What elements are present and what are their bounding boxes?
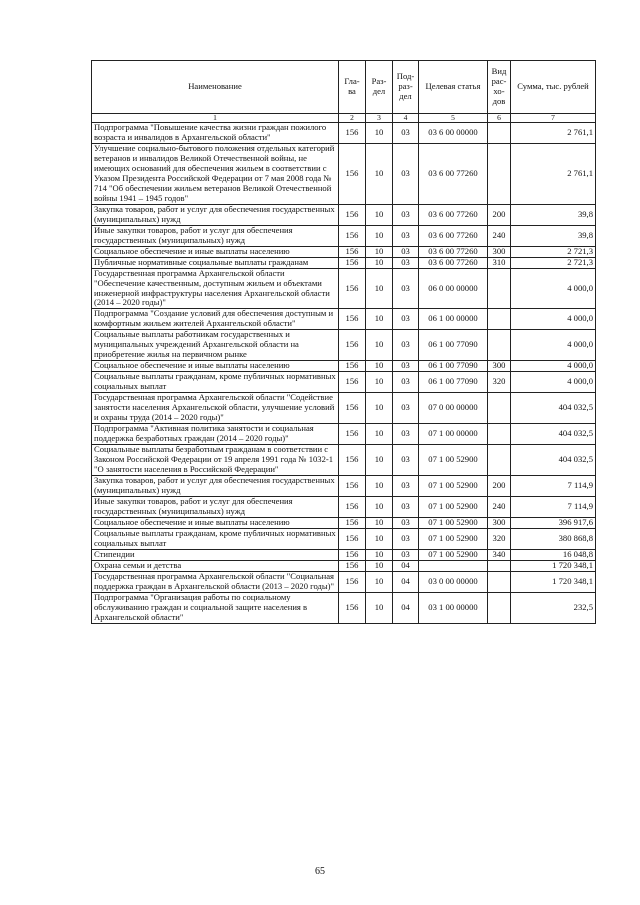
cell-target: 07 1 00 52900 (419, 549, 488, 560)
cell-razdel: 10 (366, 445, 393, 476)
cell-target: 07 1 00 52900 (419, 475, 488, 496)
cell-glava: 156 (339, 372, 366, 393)
cell-razdel: 10 (366, 143, 393, 204)
cell-sum: 16 048,8 (511, 549, 596, 560)
column-number: 3 (366, 114, 393, 123)
header-sum: Сумма, тыс. рублей (511, 61, 596, 114)
table-row (92, 528, 596, 549)
cell-vid (488, 330, 511, 361)
cell-vid (488, 592, 511, 623)
cell-podrazdel: 03 (393, 424, 419, 445)
cell-target: 03 6 00 00000 (419, 123, 488, 144)
cell-sum: 39,8 (511, 225, 596, 246)
cell-podrazdel: 03 (393, 309, 419, 330)
cell-name: Закупка товаров, работ и услуг для обеспечения государственных (муниципальных) нужд (92, 204, 339, 225)
cell-name: Социальные выплаты безработным гражданам в соответствии с Законом Российской Федерации от 19 апреля 1991 года № 1032-1 "О занятости населения в Российской Федерации" (92, 445, 339, 476)
cell-razdel: 10 (366, 475, 393, 496)
table-row (92, 257, 596, 268)
cell-name: Социальное обеспечение и иные выплаты населению (92, 361, 339, 372)
cell-sum: 232,5 (511, 592, 596, 623)
cell-vid (488, 143, 511, 204)
cell-target: 03 6 00 77260 (419, 143, 488, 204)
cell-glava: 156 (339, 528, 366, 549)
cell-vid: 320 (488, 528, 511, 549)
cell-sum: 396 917,6 (511, 517, 596, 528)
header-razdel: Раз-дел (366, 61, 393, 114)
cell-vid: 200 (488, 204, 511, 225)
header-name: Наименование (92, 61, 339, 114)
cell-sum: 7 114,9 (511, 496, 596, 517)
table-row (92, 330, 596, 361)
cell-name: Охрана семьи и детства (92, 560, 339, 571)
table-row (92, 361, 596, 372)
table-row (92, 560, 596, 571)
cell-razdel: 10 (366, 246, 393, 257)
column-number: 2 (339, 114, 366, 123)
cell-vid: 340 (488, 549, 511, 560)
cell-razdel: 10 (366, 257, 393, 268)
cell-vid (488, 123, 511, 144)
table-row (92, 246, 596, 257)
table-row (92, 592, 596, 623)
page-number: 65 (315, 866, 325, 877)
cell-name: Государственная программа Архангельской области "Содействие занятости населения Архангельской области, улучшение условий и охраны труда (2014 – 2020 годы)" (92, 393, 339, 424)
cell-name: Улучшение социально-бытового положения отдельных категорий ветеранов и инвалидов Великой Отечественной войны, не имеющих оснований для обеспечения жильем в соответствии с Указом Президента Российской Федерации от 7 мая 2008 года № 714 "Об обеспечении жильем ветеранов Великой Отечественной войны 1941 – 1945 годов" (92, 143, 339, 204)
table-row (92, 549, 596, 560)
cell-name: Социальные выплаты работникам государственных и муниципальных учреждений Архангельской области на приобретение жилья на первичном рынке (92, 330, 339, 361)
cell-podrazdel: 03 (393, 372, 419, 393)
cell-podrazdel: 03 (393, 393, 419, 424)
column-number: 1 (92, 114, 339, 123)
cell-target: 03 6 00 77260 (419, 246, 488, 257)
cell-razdel: 10 (366, 123, 393, 144)
cell-razdel: 10 (366, 361, 393, 372)
cell-target: 07 1 00 52900 (419, 496, 488, 517)
cell-sum: 404 032,5 (511, 393, 596, 424)
cell-target: 03 1 00 00000 (419, 592, 488, 623)
budget-table (91, 60, 596, 624)
cell-target: 03 6 00 77260 (419, 257, 488, 268)
cell-name: Социальное обеспечение и иные выплаты населению (92, 246, 339, 257)
cell-name: Государственная программа Архангельской области "Социальная поддержка граждан в Архангельской области (2013 – 2020 годы)" (92, 571, 339, 592)
table-row (92, 517, 596, 528)
cell-sum: 4 000,0 (511, 330, 596, 361)
cell-podrazdel: 03 (393, 475, 419, 496)
cell-podrazdel: 04 (393, 592, 419, 623)
cell-name: Подпрограмма "Активная политика занятости и социальная поддержка безработных граждан (2014 – 2020 годы)" (92, 424, 339, 445)
cell-name: Стипендии (92, 549, 339, 560)
cell-name: Социальное обеспечение и иные выплаты населению (92, 517, 339, 528)
cell-sum: 404 032,5 (511, 424, 596, 445)
cell-podrazdel: 03 (393, 246, 419, 257)
cell-podrazdel: 03 (393, 549, 419, 560)
cell-glava: 156 (339, 560, 366, 571)
table-row (92, 268, 596, 309)
cell-sum: 2 761,1 (511, 123, 596, 144)
cell-name: Закупка товаров, работ и услуг для обеспечения государственных (муниципальных) нужд (92, 475, 339, 496)
table-row (92, 475, 596, 496)
cell-name: Социальные выплаты гражданам, кроме публичных нормативных социальных выплат (92, 372, 339, 393)
cell-vid (488, 268, 511, 309)
cell-podrazdel: 03 (393, 496, 419, 517)
cell-glava: 156 (339, 123, 366, 144)
header-glava: Гла-ва (339, 61, 366, 114)
cell-target: 06 0 00 00000 (419, 268, 488, 309)
cell-sum: 2 761,1 (511, 143, 596, 204)
table-row (92, 372, 596, 393)
cell-sum: 2 721,3 (511, 257, 596, 268)
cell-sum: 1 720 348,1 (511, 560, 596, 571)
header-row (92, 61, 596, 114)
table-row (92, 571, 596, 592)
cell-glava: 156 (339, 257, 366, 268)
cell-podrazdel: 03 (393, 330, 419, 361)
cell-razdel: 10 (366, 225, 393, 246)
table-row (92, 309, 596, 330)
cell-razdel: 10 (366, 571, 393, 592)
cell-name: Подпрограмма "Организация работы по социальному обслуживанию граждан и социальной защите населения в Архангельской области" (92, 592, 339, 623)
cell-glava: 156 (339, 445, 366, 476)
cell-target: 06 1 00 77090 (419, 372, 488, 393)
cell-name: Иные закупки товаров, работ и услуг для обеспечения государственных (муниципальных) нужд (92, 496, 339, 517)
cell-podrazdel: 03 (393, 517, 419, 528)
cell-glava: 156 (339, 592, 366, 623)
cell-podrazdel: 03 (393, 123, 419, 144)
header-podrazdel: Под-раз-дел (393, 61, 419, 114)
header-target: Целевая статья (419, 61, 488, 114)
column-number: 7 (511, 114, 596, 123)
cell-vid: 300 (488, 517, 511, 528)
cell-sum: 7 114,9 (511, 475, 596, 496)
table-row (92, 225, 596, 246)
cell-podrazdel: 03 (393, 257, 419, 268)
cell-vid: 310 (488, 257, 511, 268)
table-row (92, 424, 596, 445)
cell-name: Подпрограмма "Повышение качества жизни граждан пожилого возраста и инвалидов в Архангельской области" (92, 123, 339, 144)
cell-podrazdel: 03 (393, 143, 419, 204)
cell-target: 03 0 00 00000 (419, 571, 488, 592)
cell-vid (488, 560, 511, 571)
cell-razdel: 10 (366, 560, 393, 571)
cell-glava: 156 (339, 143, 366, 204)
cell-target: 07 1 00 52900 (419, 517, 488, 528)
cell-glava: 156 (339, 268, 366, 309)
cell-razdel: 10 (366, 268, 393, 309)
table-row (92, 204, 596, 225)
cell-sum: 4 000,0 (511, 361, 596, 372)
cell-vid: 300 (488, 246, 511, 257)
cell-razdel: 10 (366, 424, 393, 445)
cell-razdel: 10 (366, 393, 393, 424)
cell-target (419, 560, 488, 571)
cell-vid (488, 309, 511, 330)
cell-glava: 156 (339, 246, 366, 257)
cell-podrazdel: 04 (393, 560, 419, 571)
table-row (92, 123, 596, 144)
cell-podrazdel: 03 (393, 225, 419, 246)
cell-name: Иные закупки товаров, работ и услуг для обеспечения государственных (муниципальных) нужд (92, 225, 339, 246)
cell-razdel: 10 (366, 204, 393, 225)
cell-razdel: 10 (366, 528, 393, 549)
cell-target: 06 1 00 00000 (419, 309, 488, 330)
cell-razdel: 10 (366, 517, 393, 528)
cell-podrazdel: 03 (393, 528, 419, 549)
table-row (92, 445, 596, 476)
table-body (92, 123, 596, 624)
cell-glava: 156 (339, 549, 366, 560)
cell-sum: 380 868,8 (511, 528, 596, 549)
table-row (92, 143, 596, 204)
cell-target: 07 1 00 00000 (419, 424, 488, 445)
cell-sum: 4 000,0 (511, 372, 596, 393)
cell-vid: 240 (488, 225, 511, 246)
cell-glava: 156 (339, 571, 366, 592)
table-row (92, 496, 596, 517)
cell-sum: 4 000,0 (511, 268, 596, 309)
cell-target: 03 6 00 77260 (419, 204, 488, 225)
cell-vid (488, 571, 511, 592)
cell-vid: 200 (488, 475, 511, 496)
cell-vid (488, 445, 511, 476)
column-number: 6 (488, 114, 511, 123)
cell-glava: 156 (339, 330, 366, 361)
cell-name: Социальные выплаты гражданам, кроме публичных нормативных социальных выплат (92, 528, 339, 549)
cell-vid (488, 424, 511, 445)
cell-vid: 300 (488, 361, 511, 372)
cell-glava: 156 (339, 361, 366, 372)
column-number: 5 (419, 114, 488, 123)
cell-glava: 156 (339, 309, 366, 330)
cell-podrazdel: 04 (393, 571, 419, 592)
cell-razdel: 10 (366, 496, 393, 517)
cell-glava: 156 (339, 517, 366, 528)
cell-razdel: 10 (366, 372, 393, 393)
cell-name: Публичные нормативные социальные выплаты гражданам (92, 257, 339, 268)
cell-podrazdel: 03 (393, 361, 419, 372)
cell-target: 07 0 00 00000 (419, 393, 488, 424)
cell-razdel: 10 (366, 549, 393, 560)
cell-glava: 156 (339, 496, 366, 517)
cell-sum: 404 032,5 (511, 445, 596, 476)
column-number: 4 (393, 114, 419, 123)
cell-vid: 240 (488, 496, 511, 517)
cell-podrazdel: 03 (393, 204, 419, 225)
cell-podrazdel: 03 (393, 445, 419, 476)
cell-glava: 156 (339, 225, 366, 246)
cell-target: 07 1 00 52900 (419, 445, 488, 476)
cell-sum: 2 721,3 (511, 246, 596, 257)
cell-target: 06 1 00 77090 (419, 330, 488, 361)
cell-razdel: 10 (366, 592, 393, 623)
cell-vid: 320 (488, 372, 511, 393)
cell-glava: 156 (339, 475, 366, 496)
cell-vid (488, 393, 511, 424)
cell-glava: 156 (339, 204, 366, 225)
cell-razdel: 10 (366, 330, 393, 361)
cell-target: 03 6 00 77260 (419, 225, 488, 246)
cell-sum: 39,8 (511, 204, 596, 225)
cell-name: Подпрограмма "Создание условий для обеспечения доступным и комфортным жильем жителей Архангельской области" (92, 309, 339, 330)
cell-podrazdel: 03 (393, 268, 419, 309)
cell-name: Государственная программа Архангельской области "Обеспечение качественным, доступным жильем и объектами инженерной инфраструктуры населения Архангельской области (2014 – 2020 годы)" (92, 268, 339, 309)
table-row (92, 393, 596, 424)
cell-target: 06 1 00 77090 (419, 361, 488, 372)
cell-glava: 156 (339, 424, 366, 445)
header-vid: Вид рас-хо-дов (488, 61, 511, 114)
cell-sum: 4 000,0 (511, 309, 596, 330)
cell-glava: 156 (339, 393, 366, 424)
cell-razdel: 10 (366, 309, 393, 330)
cell-sum: 1 720 348,1 (511, 571, 596, 592)
cell-target: 07 1 00 52900 (419, 528, 488, 549)
